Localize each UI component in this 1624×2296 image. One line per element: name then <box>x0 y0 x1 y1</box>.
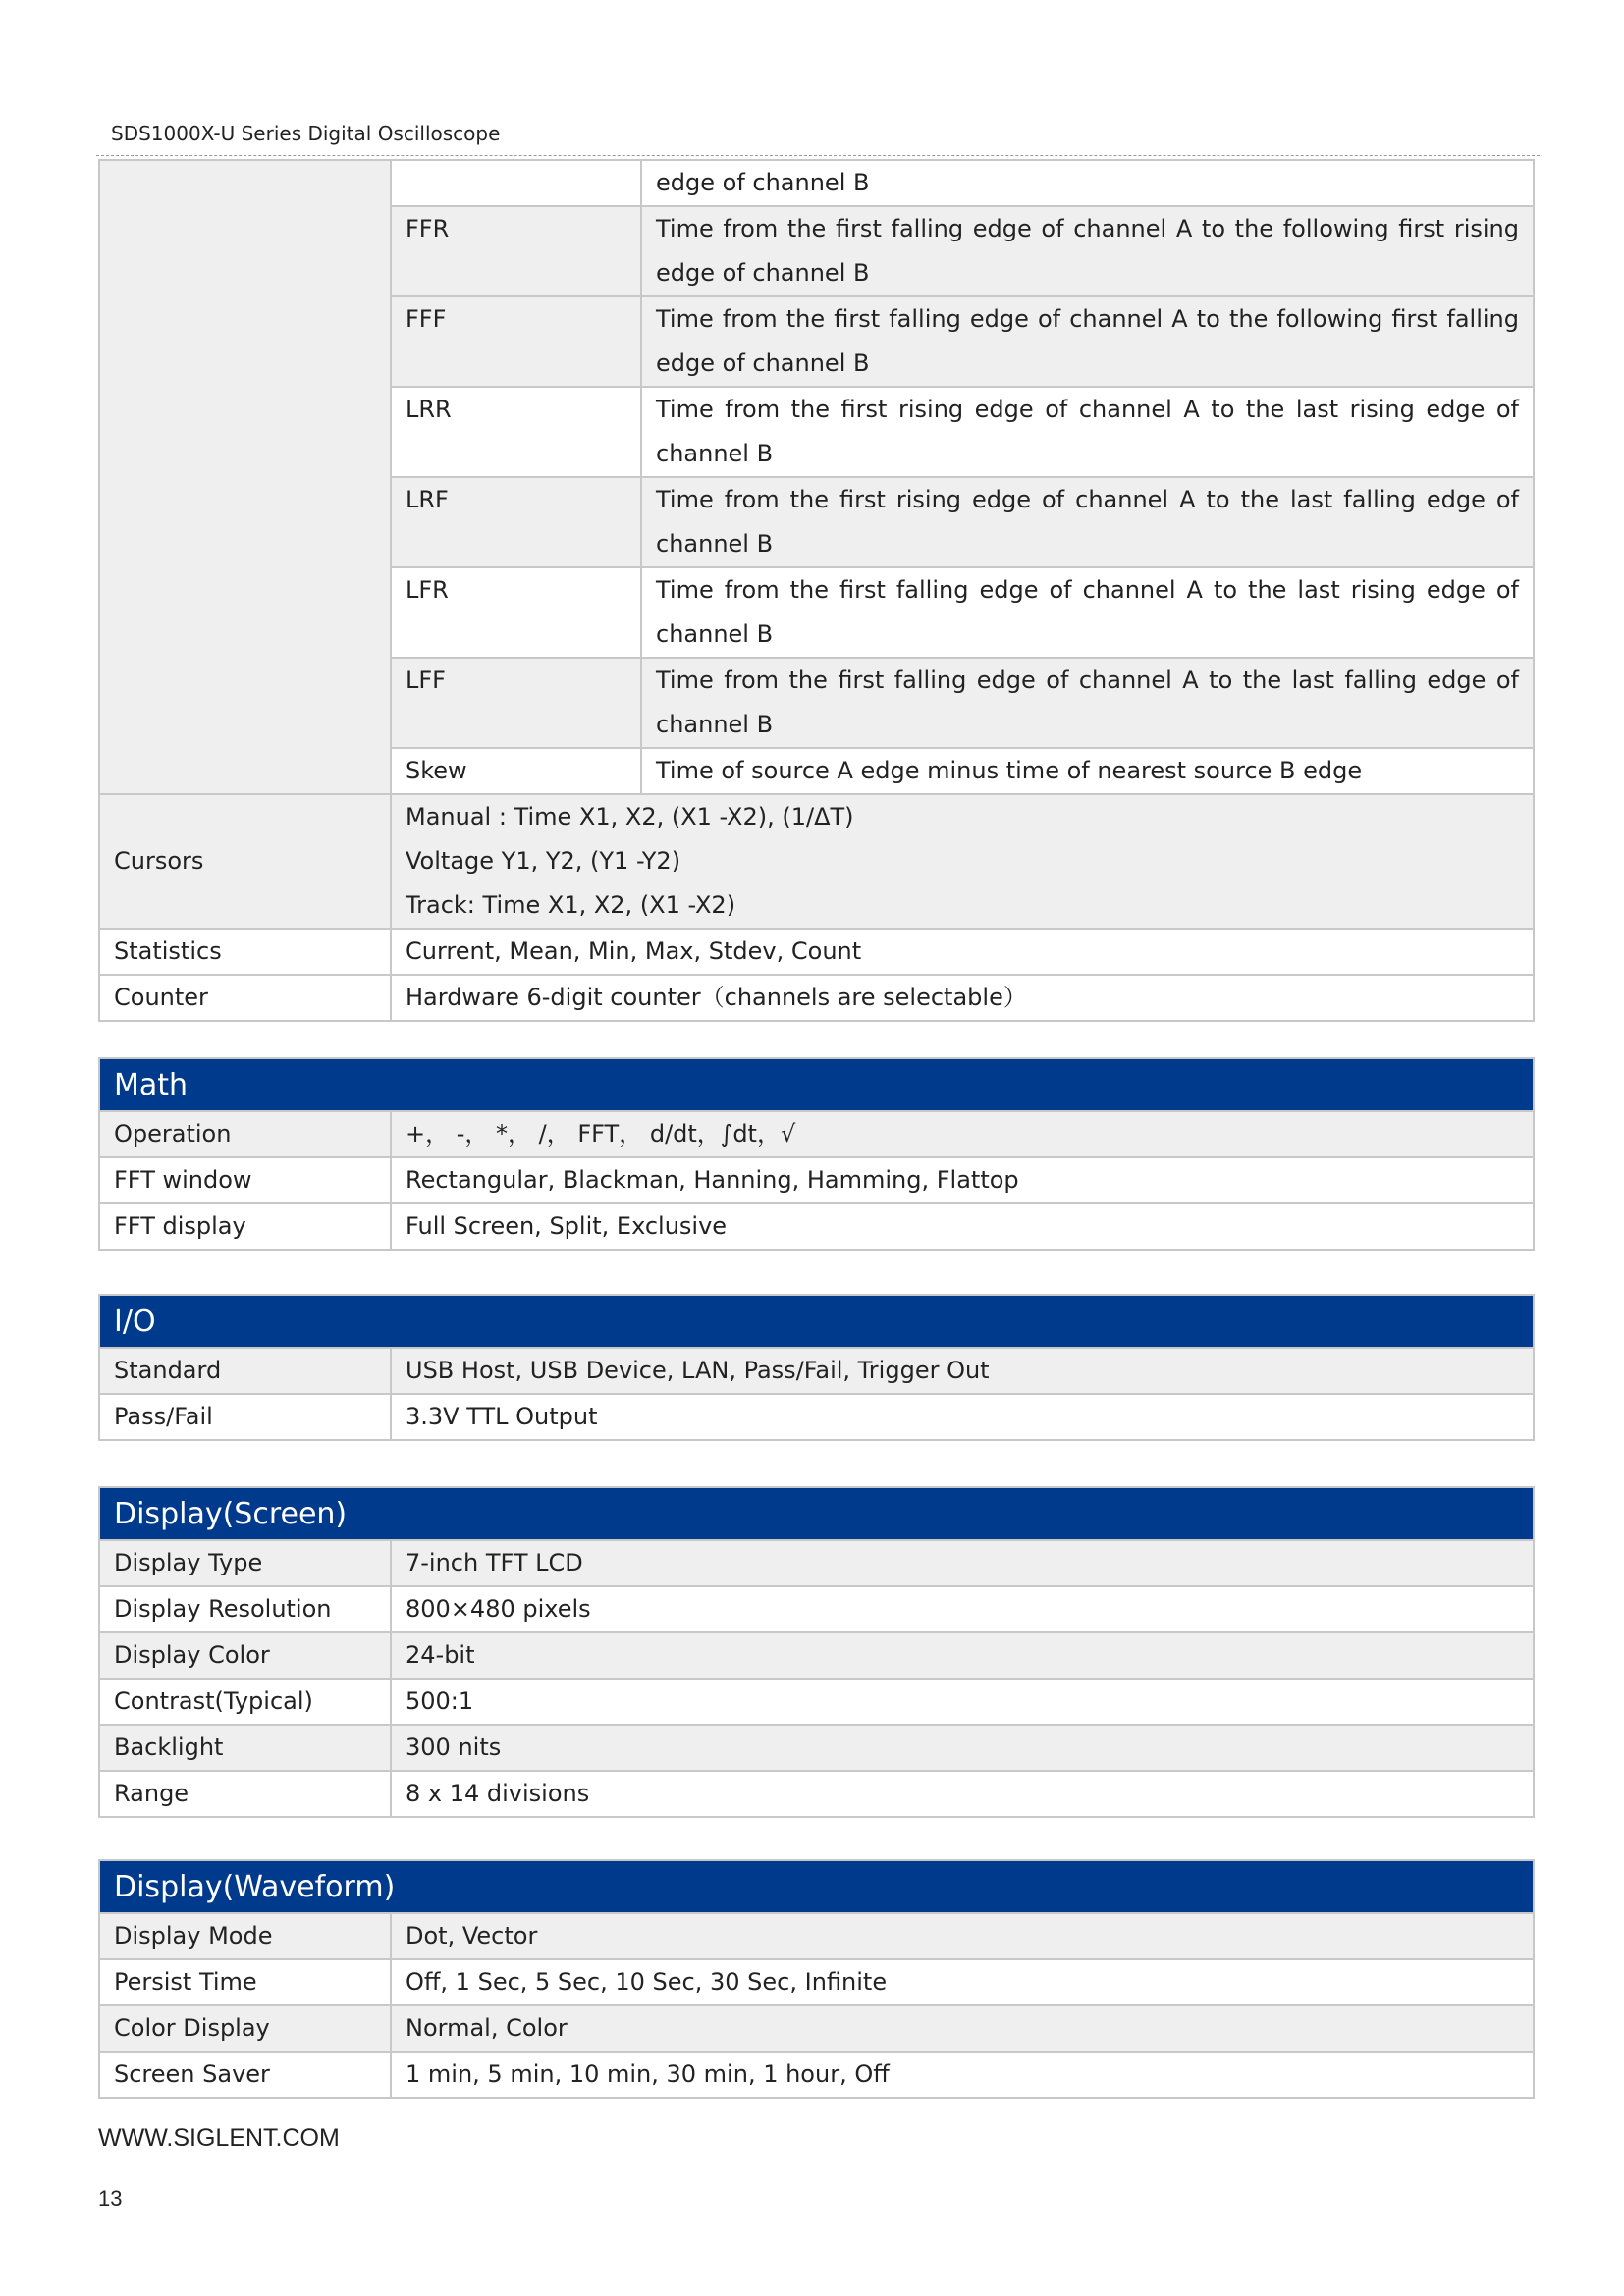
io-row-value: 3.3V TTL Output <box>391 1394 1534 1440</box>
display-waveform-row-value: Normal, Color <box>391 2005 1534 2052</box>
io-row-label: Pass/Fail <box>99 1394 391 1440</box>
display-screen-row-label: Display Resolution <box>99 1586 391 1632</box>
measure-row-value: Time from the first rising edge of channel A to the last falling edge of channel B <box>641 477 1534 567</box>
math-row-value: Full Screen, Split, Exclusive <box>391 1203 1534 1250</box>
display-screen-row-value: 7-inch TFT LCD <box>391 1540 1534 1586</box>
measure-row-value: Time from the first falling edge of channel A to the following first falling edge of channel B <box>641 296 1534 387</box>
measure-blank-cell <box>99 160 391 794</box>
display-waveform-row-value: Dot, Vector <box>391 1913 1534 1959</box>
section-title-io: I/O <box>99 1295 1534 1348</box>
display-screen-row-value: 24-bit <box>391 1632 1534 1679</box>
display-screen-row-label: Contrast(Typical) <box>99 1679 391 1725</box>
statistics-label: Statistics <box>99 929 391 975</box>
display-waveform-row-value: Off, 1 Sec, 5 Sec, 10 Sec, 30 Sec, Infinite <box>391 1959 1534 2005</box>
cursors-value <box>391 794 1534 929</box>
measure-row-value: Time from the first falling edge of channel A to the following first rising edge of channel B <box>641 206 1534 296</box>
display-screen-row-label: Display Color <box>99 1632 391 1679</box>
measure-row-label: LFR <box>391 567 641 658</box>
page-number: 13 <box>98 2186 123 2211</box>
display-waveform-table <box>98 1859 1535 2099</box>
measure-row-label: LFF <box>391 658 641 748</box>
statistics-value: Current, Mean, Min, Max, Stdev, Count <box>391 929 1534 975</box>
measure-row-value: Time of source A edge minus time of nearest source B edge <box>641 748 1534 794</box>
display-waveform-row-label: Color Display <box>99 2005 391 2052</box>
display-waveform-row-label: Persist Time <box>99 1959 391 2005</box>
counter-label: Counter <box>99 975 391 1021</box>
io-row-label: Standard <box>99 1348 391 1394</box>
display-waveform-row-value: 1 min, 5 min, 10 min, 30 min, 1 hour, Off <box>391 2052 1534 2098</box>
measure-row-label: FFR <box>391 206 641 296</box>
math-row-value: Rectangular, Blackman, Hanning, Hamming, Flattop <box>391 1157 1534 1203</box>
measure-row-label <box>391 160 641 206</box>
display-screen-row-value: 300 nits <box>391 1725 1534 1771</box>
measure-row-value: edge of channel B <box>641 160 1534 206</box>
display-screen-table <box>98 1486 1535 1818</box>
section-title-display-waveform: Display(Waveform) <box>99 1860 1534 1913</box>
display-waveform-row-label: Screen Saver <box>99 2052 391 2098</box>
display-screen-row-value: 500:1 <box>391 1679 1534 1725</box>
cursors-line: Manual : Time X1, X2, (X1 -X2), (1/ΔT) <box>406 803 854 830</box>
display-waveform-row-label: Display Mode <box>99 1913 391 1959</box>
cursors-label: Cursors <box>99 794 391 929</box>
measure-row-value: Time from the first falling edge of channel A to the last falling edge of channel B <box>641 658 1534 748</box>
math-row-label: Operation <box>99 1111 391 1157</box>
math-row-label: FFT window <box>99 1157 391 1203</box>
measure-row-label: FFF <box>391 296 641 387</box>
section-title-math: Math <box>99 1058 1534 1111</box>
display-screen-row-label: Backlight <box>99 1725 391 1771</box>
cursors-line: Track: Time X1, X2, (X1 -X2) <box>406 891 736 919</box>
footer-website: WWW.SIGLENT.COM <box>98 2124 340 2152</box>
display-screen-row-label: Range <box>99 1771 391 1817</box>
math-row-value: +， -， *， /， FFT， d/dt，∫dt，√ <box>391 1111 1534 1157</box>
header-rule <box>96 155 1540 156</box>
measure-table <box>98 159 1535 1022</box>
display-screen-row-label: Display Type <box>99 1540 391 1586</box>
io-table <box>98 1294 1535 1441</box>
io-row-value: USB Host, USB Device, LAN, Pass/Fail, Trigger Out <box>391 1348 1534 1394</box>
measure-row-value: Time from the first falling edge of channel A to the last rising edge of channel B <box>641 567 1534 658</box>
measure-row-value: Time from the first rising edge of channel A to the last rising edge of channel B <box>641 387 1534 477</box>
counter-value: Hardware 6-digit counter（channels are selectable） <box>391 975 1534 1021</box>
document-title: SDS1000X-U Series Digital Oscilloscope <box>111 122 501 145</box>
math-row-label: FFT display <box>99 1203 391 1250</box>
display-screen-row-value: 800×480 pixels <box>391 1586 1534 1632</box>
display-screen-row-value: 8 x 14 divisions <box>391 1771 1534 1817</box>
measure-row-label: Skew <box>391 748 641 794</box>
cursors-line: Voltage Y1, Y2, (Y1 -Y2) <box>406 847 681 875</box>
section-title-display-screen: Display(Screen) <box>99 1487 1534 1540</box>
math-table <box>98 1057 1535 1251</box>
measure-row-label: LRR <box>391 387 641 477</box>
measure-row-label: LRF <box>391 477 641 567</box>
